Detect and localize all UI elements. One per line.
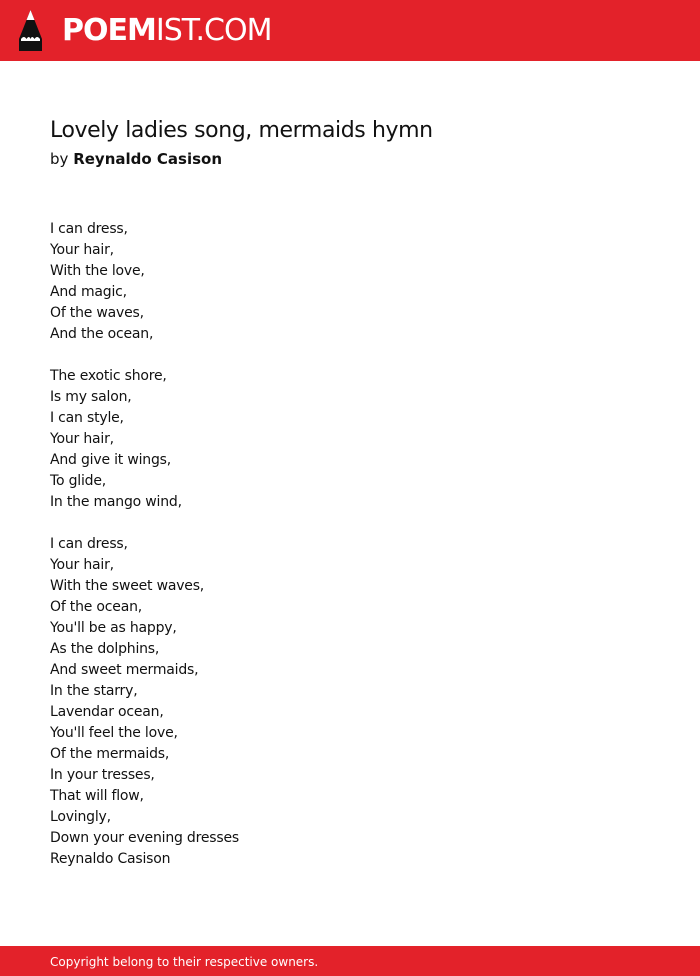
stanza <box>50 534 650 870</box>
pencil-tip-icon[interactable] <box>17 9 44 52</box>
poem-title: Lovely ladies song, mermaids hymn <box>50 118 433 143</box>
stanza <box>50 366 650 513</box>
poem-line: Of the waves, <box>50 305 144 321</box>
stanza <box>50 219 650 345</box>
poem-body <box>50 219 650 870</box>
poem-line: And magic, <box>50 284 127 300</box>
poem-line: As the dolphins, <box>50 641 160 657</box>
poem-line: Your hair, <box>50 431 114 447</box>
poem-line: Lavendar ocean, <box>50 704 164 720</box>
poem-line: The exotic shore, <box>50 368 167 384</box>
byline <box>50 148 222 170</box>
logo-text-light: IST.COM <box>155 13 272 48</box>
poem-line: Lovingly, <box>50 809 111 825</box>
stanza-gap <box>50 345 650 366</box>
author-name: Reynaldo Casison <box>73 150 223 168</box>
poem-line: And sweet mermaids, <box>50 662 199 678</box>
poem-line: With the sweet waves, <box>50 578 205 594</box>
poem-line: To glide, <box>50 473 107 489</box>
stanza-gap <box>50 513 650 534</box>
by-label: by <box>50 150 69 168</box>
poem-line: Of the mermaids, <box>50 746 170 762</box>
poem-line: Your hair, <box>50 557 114 573</box>
poem-line: And the ocean, <box>50 326 154 342</box>
poem-line: You'll feel the love, <box>50 725 178 741</box>
copyright-text: Copyright belong to their respective owners. <box>50 955 319 969</box>
poem-line: Reynaldo Casison <box>50 851 171 867</box>
site-footer <box>0 946 700 976</box>
logo-text-bold: POEM <box>62 13 156 48</box>
poem-line: And give it wings, <box>50 452 171 468</box>
poem-line: Is my salon, <box>50 389 132 405</box>
poem-line: I can dress, <box>50 221 128 237</box>
poem-line: In the starry, <box>50 683 138 699</box>
poem-line: I can style, <box>50 410 124 426</box>
poem-line: Of the ocean, <box>50 599 143 615</box>
poem-line: With the love, <box>50 263 145 279</box>
poem-line: That will flow, <box>50 788 144 804</box>
poem-line: You'll be as happy, <box>50 620 177 636</box>
site-header <box>0 0 700 61</box>
poem-line: In your tresses, <box>50 767 155 783</box>
poem-line: Your hair, <box>50 242 114 258</box>
poem-line: Down your evening dresses <box>50 830 239 846</box>
poem-line: In the mango wind, <box>50 494 182 510</box>
site-logo[interactable] <box>62 12 271 50</box>
poem-line: I can dress, <box>50 536 128 552</box>
